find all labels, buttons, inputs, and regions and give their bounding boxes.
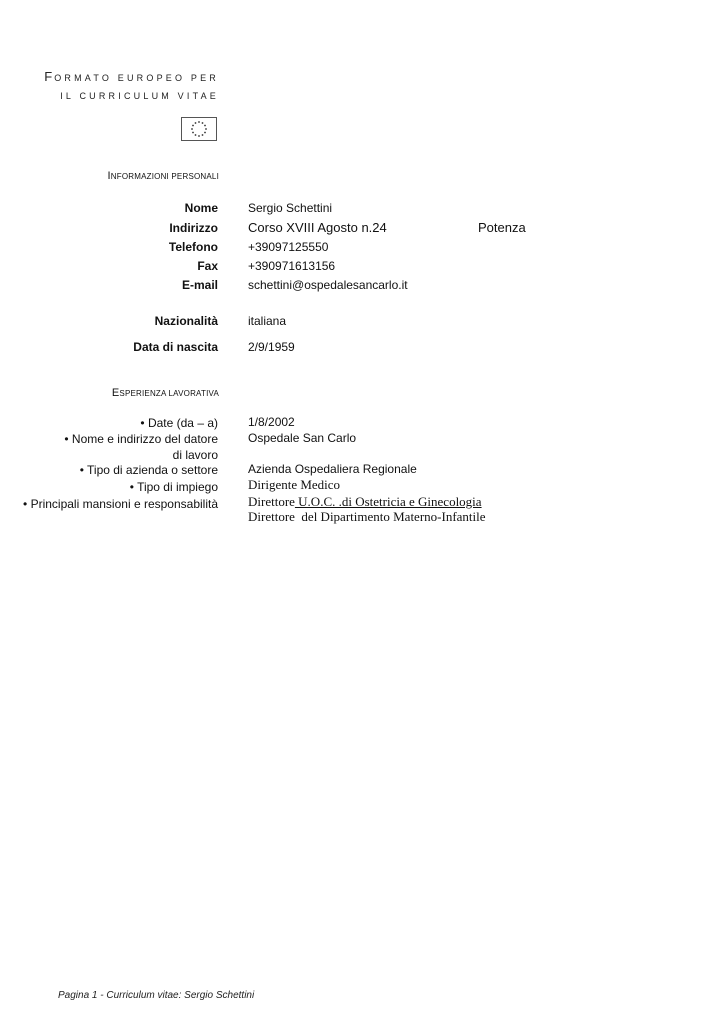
value-azienda: Azienda Ospedaliera Regionale xyxy=(248,462,417,476)
value-nome: Sergio Schettini xyxy=(248,201,333,215)
label-nazionalita: Nazionalità xyxy=(154,314,218,328)
value-data-nascita: 2/9/1959 xyxy=(248,340,295,354)
label-fax: Fax xyxy=(197,259,218,273)
value-mansioni-line-2: Direttore del Dipartimento Materno-Infantile xyxy=(248,509,486,524)
label-indirizzo: Indirizzo xyxy=(169,221,218,235)
value-impiego: Dirigente Medico xyxy=(248,477,341,492)
section-rest: SPERIENZA LAVORATIVA xyxy=(119,389,219,398)
label-email: E-mail xyxy=(181,278,218,292)
document-title-line-1 xyxy=(44,69,219,84)
mansioni-uoc: U.O.C. .di Ostetricia e Ginecologia xyxy=(294,494,482,509)
label-data-nascita: Data di nascita xyxy=(133,340,218,354)
eu-flag-icon xyxy=(181,117,217,141)
label-date: • Date (da – a) xyxy=(140,416,218,430)
value-datore: Ospedale San Carlo xyxy=(248,431,357,445)
title-initial: F xyxy=(44,69,55,84)
label-nome: Nome xyxy=(184,201,218,215)
section-initial: E xyxy=(111,387,120,399)
value-date: 1/8/2002 xyxy=(248,415,295,429)
section-heading-work xyxy=(112,387,219,399)
section-heading-personal xyxy=(108,170,219,182)
value-mansioni-line-1 xyxy=(248,494,482,510)
label-mansioni: • Principali mansioni e responsabilità xyxy=(23,497,218,511)
label-datore: • Nome e indirizzo del datore di lavoro xyxy=(64,432,218,462)
page-footer: Pagina 1 - Curriculum vitae: Sergio Schettini xyxy=(58,990,255,1001)
section-initial: I xyxy=(107,170,111,182)
label-telefono: Telefono xyxy=(168,240,218,254)
section-rest: NFORMAZIONI PERSONALI xyxy=(110,172,219,181)
label-impiego: • Tipo di impiego xyxy=(129,480,218,494)
title-rest: ORMATO EUROPEO PER xyxy=(54,73,219,83)
value-email[interactable]: schettini@ospedalesancarlo.it xyxy=(248,278,408,292)
value-citta: Potenza xyxy=(478,220,526,235)
value-telefono: +39097125550 xyxy=(248,240,329,254)
value-indirizzo: Corso XVIII Agosto n.24 xyxy=(248,220,387,235)
mansioni-direttore: Direttore xyxy=(248,494,295,509)
value-nazionalita: italiana xyxy=(248,314,287,328)
value-fax: +390971613156 xyxy=(248,259,336,273)
document-title-line-2: IL CURRICULUM VITAE xyxy=(60,91,219,101)
label-azienda: • Tipo di azienda o settore xyxy=(79,463,218,477)
